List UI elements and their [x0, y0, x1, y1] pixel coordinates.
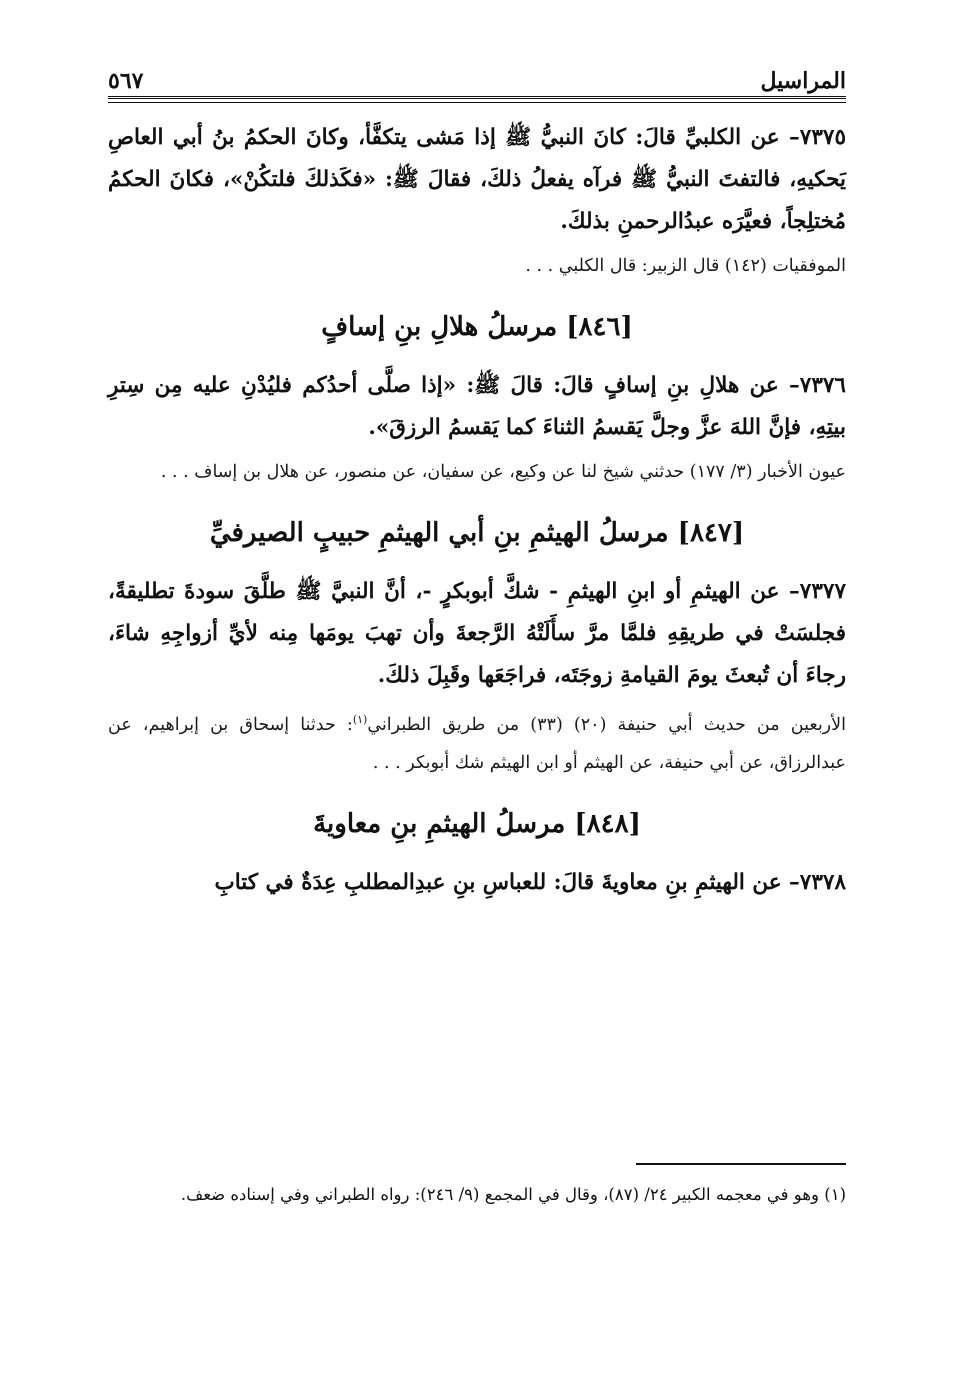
- page-number: ٥٦٧: [108, 68, 144, 94]
- hadith-text: [108, 571, 846, 697]
- hadith-text: [108, 117, 846, 243]
- source-text-rest: : حدثنا إسحاق بن إبراهيم، عن عبدالرزاق، عن أبي حنيفة، عن الهيثم أو ابن الهيثم شك أبوبكر . . .: [108, 714, 846, 773]
- hadith-source: عيون الأخبار (٣/ ١٧٧) حدثني شيخ لنا عن وكيع، عن سفيان، عن منصور، عن هلال بن إساف . . .: [160, 462, 846, 482]
- chapter-heading-847: [٨٤٧] مرسلُ الهيثمِ بنِ أبي الهيثمِ حبيبٍ الصيرفيِّ: [209, 518, 745, 548]
- hadith-body: عن الهيثمِ بنِ معاويةَ قالَ: للعباسِ بنِ عبدِالمطلبِ عِدَةٌ في كتابِ: [214, 869, 782, 895]
- page: [108, 60, 846, 1350]
- hadith-body: عن الكلبيِّ قالَ: كانَ النبيُّ ﷺ إذا مَشى يتكفَّأ، وكانَ الحكمُ بنُ أبي العاصِ يَحكيهِ، فالتفتَ النبيُّ ﷺ فرآه يفعلُ ذلكَ، فقالَ ﷺ: «فكَذلكَ فلتكُنْ»، فكانَ الحكمُ مُختلِجاً، فعيَّرَه عبدُالرحمنِ بذلكَ.: [108, 125, 846, 234]
- hadith-7375: [108, 117, 846, 285]
- footnote-mark[interactable]: (١): [352, 713, 368, 726]
- hadith-text: [108, 862, 846, 904]
- hadith-number: ٧٣٧٧–: [789, 579, 846, 604]
- hadith-7377: [108, 571, 846, 782]
- hadith-7378: [108, 862, 846, 904]
- hadith-7376: [108, 365, 846, 491]
- hadith-source: الموفقيات (١٤٢) قال الزبير: قال الكلبي . . .: [525, 256, 846, 276]
- hadith-body: عن الهيثمِ أو ابنِ الهيثمِ - شكَّ أبوبكرٍ -، أنَّ النبيَّ ﷺ طلَّقَ سودةَ تطليقةً، فجلسَتْ في طريقِهِ فلمَّا مرَّ سأَلَتْهُ الرَّجعةَ وأن تهبَ يومَها مِنه لأيِّ أزواجِهِ شاءَ، رجاءَ أن تُبعثَ يومَ القيامةِ زوجَتَه، فراجَعَها وقَبِلَ ذلكَ.: [108, 579, 846, 688]
- chapter-heading-848: [٨٤٨] مرسلُ الهيثمِ بنِ معاويةَ: [313, 808, 641, 839]
- chapter-heading-846: [٨٤٦] مرسلُ هلالِ بنِ إسافٍ: [321, 312, 633, 342]
- header-rule: [108, 96, 846, 103]
- hadith-number: ٧٣٧٦–: [789, 373, 846, 398]
- running-header: [108, 60, 846, 94]
- footnote-rule: [636, 1163, 846, 1165]
- footnote: (١) وهو في معجمه الكبير ٢٤/ (٨٧)، وقال في المجمع (٩/ ٢٤٦): رواه الطبراني وفي إسناده ضعف.: [180, 1185, 846, 1204]
- header-title: المراسيل: [760, 68, 846, 94]
- hadith-source: [108, 701, 846, 782]
- hadith-number: ٧٣٧٥–: [789, 125, 846, 150]
- hadith-text: [108, 365, 846, 449]
- hadith-number: ٧٣٧٨–: [789, 869, 846, 895]
- hadith-body: عن هلالِ بنِ إسافٍ قالَ: قالَ ﷺ: «إذا صلَّى أحدُكم فليُدْنِ عليه مِن سِترِ بيتِهِ، فإنَّ اللهَ عزَّ وجلَّ يَقسمُ الثناءَ كما يَقسمُ الرزقَ».: [108, 373, 846, 440]
- source-text: الأربعين من حديث أبي حنيفة (٢٠) (٣٣) من طريق الطبراني: [367, 714, 846, 735]
